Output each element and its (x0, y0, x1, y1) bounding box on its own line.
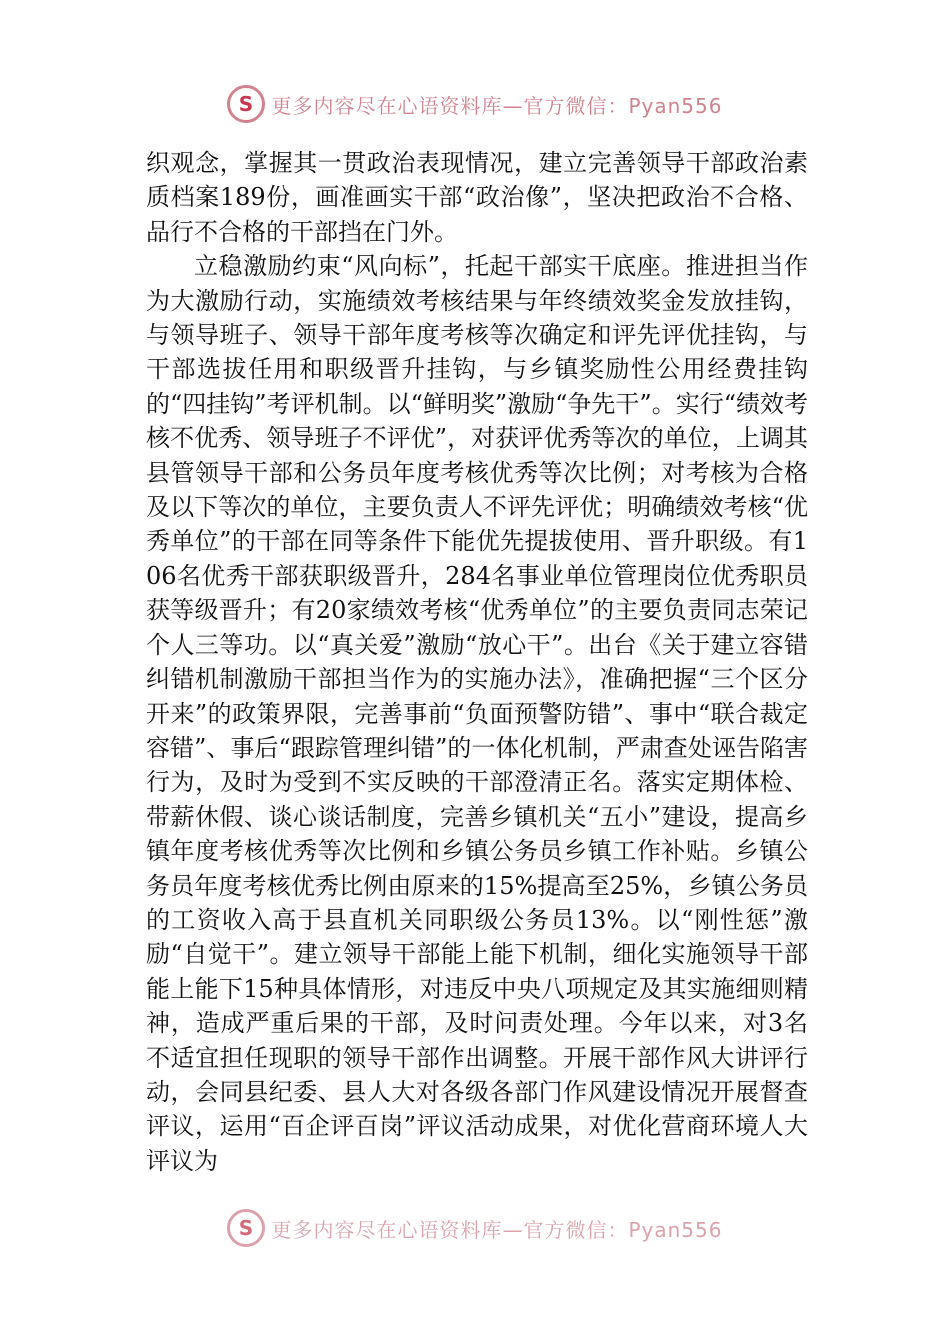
watermark-text: 更多内容尽在心语资料库—官方微信：Pyan556 (271, 93, 723, 118)
watermark-header (0, 84, 950, 124)
watermark-text: 更多内容尽在心语资料库—官方微信：Pyan556 (271, 1217, 723, 1242)
document-body (146, 146, 808, 1178)
paragraph-incentive: 立稳激励约束“风向标”，托起干部实干底座。推进担当作为大激励行动，实施绩效考核结果与年终绩效奖金发放挂钩，与领导班子、领导干部年度考核等次确定和评先评优挂钩，与干部选拔任用和职级晋升挂钩，与乡镇奖励性公用经费挂钩的“四挂钩”考评机制。以“鲜明奖”激励“争先干”。实行“绩效考核不优秀、领导班子不评优”，对获评优秀等次的单位，上调其县管领导干部和公务员年度考核优秀等次比例；对考核为合格及以下等次的单位，主要负责人不评先评优；明确绩效考核“优秀单位”的干部在同等条件下能优先提拔使用、晋升职级。有106名优秀干部获职级晋升，284名事业单位管理岗位优秀职员获等级晋升；有20家绩效考核“优秀单位”的主要负责同志荣记个人三等功。以“真关爱”激励“放心干”。出台《关于建立容错纠错机制激励干部担当作为的实施办法》，准确把握“三个区分开来”的政策界限，完善事前“负面预警防错”、事中“联合裁定容错”、事后“跟踪管理纠错”的一体化机制，严肃查处诬告陷害行为，及时为受到不实反映的干部澄清正名。落实定期体检、带薪休假、谈心谈话制度，完善乡镇机关“五小”建设，提高乡镇年度考核优秀等次比例和乡镇公务员乡镇工作补贴。乡镇公务员年度考核优秀比例由原来的15%提高至25%，乡镇公务员的工资收入高于县直机关同职级公务员13%。以“刚性惩”激励“自觉干”。建立领导干部能上能下机制，细化实施领导干部能上能下15种具体情形，对违反中央八项规定及其实施细则精神，造成严重后果的干部，及时问责处理。今年以来，对3名不适宜担任现职的领导干部作出调整。开展干部作风大讲评行动，会同县纪委、县人大对各级各部门作风建设情况开展督查评议，运用“百企评百岗”评议活动成果，对优化营商环境人大评议为 (146, 252, 808, 1175)
watermark-logo-icon: S (227, 85, 265, 123)
watermark-logo-icon: S (227, 1209, 265, 1247)
paragraph-continued: 织观念，掌握其一贯政治表现情况，建立完善领导干部政治素质档案189份，画准画实干部“政治像”，坚决把政治不合格、品行不合格的干部挡在门外。 (146, 149, 808, 246)
watermark-footer (0, 1208, 950, 1248)
